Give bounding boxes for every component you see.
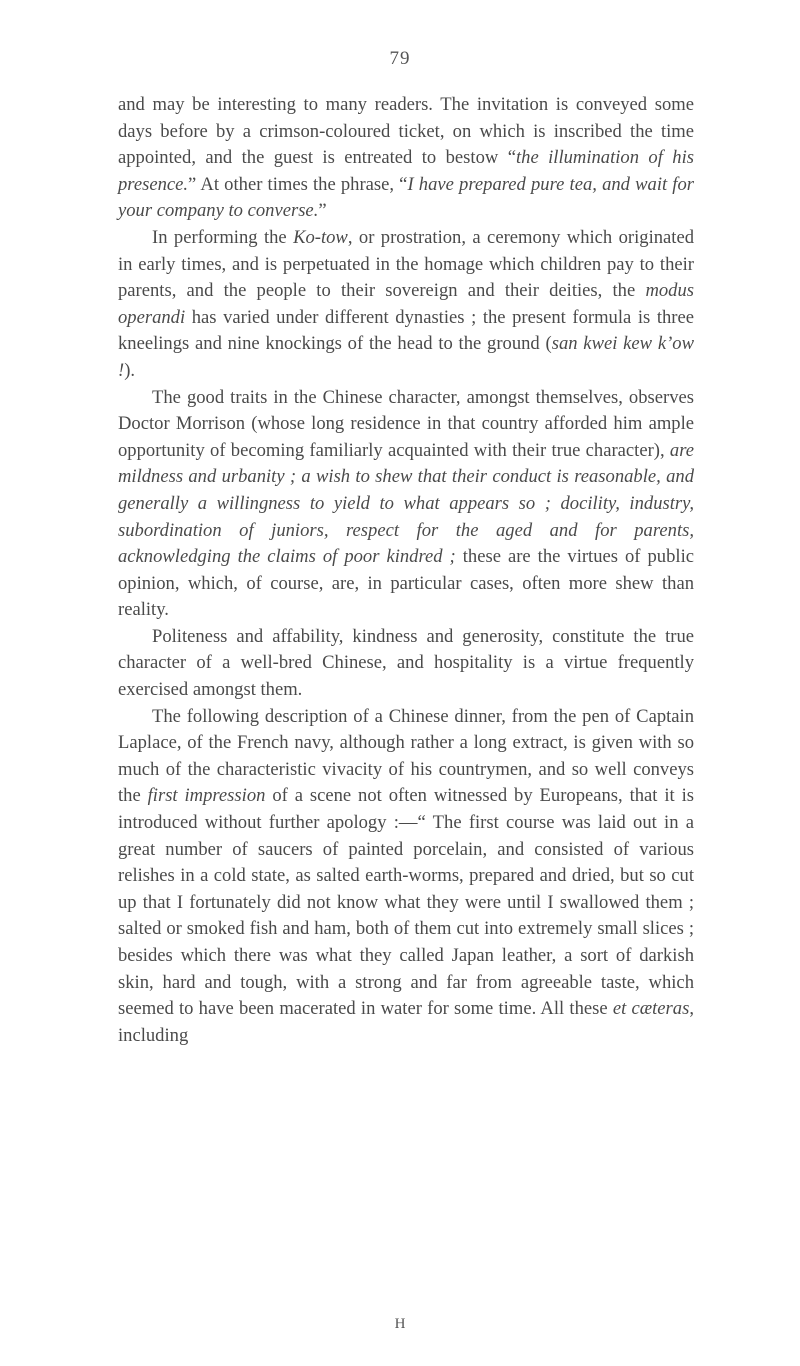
italic-run: the illumination of his presence. — [118, 147, 694, 195]
italic-run: I have prepared pure tea, and wait for your company to converse. — [118, 173, 695, 222]
text-run: , or prostration, a ceremony which originated in early times, and is perpetuated in the homage which children pay to their parents, and the people to their sovereign and their deities, the — [118, 226, 694, 302]
paragraph-1 — [118, 92, 694, 225]
italic-run: Ko-tow — [293, 226, 348, 248]
italic-run: san kwei kew k’ow ! — [118, 333, 694, 381]
text-run: ” At other times the phrase, “ — [188, 173, 408, 195]
text-run: ” — [318, 200, 327, 222]
paragraph-3 — [118, 385, 694, 624]
text-run: , including — [118, 998, 694, 1046]
italic-run: modus operandi — [118, 280, 694, 328]
italic-run: first impression — [147, 785, 266, 807]
body-text — [118, 92, 694, 1049]
text-run: In performing the — [152, 226, 294, 248]
signature-mark: H — [394, 1316, 406, 1332]
paragraph-2 — [118, 225, 694, 385]
paragraph-5 — [118, 704, 694, 1050]
text-run: ). — [124, 359, 136, 381]
text-run: of a scene not often witnessed by Europeans, that it is introduced without further apology :—“ The first course was laid out in a great number of saucers of painted porcelain, and consisted of various relishes in a cold state, as salted earth-worms, prepared and dried, but so cut up that I fortunately did not know what they were until I swallowed them ; salted or smoked fish and ham, both of them cut into extremely small slices ; besides which there was what they called Japan leather, a sort of darkish skin, hard and tough, with a strong and far from agreeable taste, which seemed to have been macerated in water for some time. All these — [118, 785, 694, 1020]
italic-run: et cæteras — [612, 998, 690, 1020]
text-run: Politeness and affability, kindness and generosity, constitute the true character of a well-bred Chinese, and hospitality is a virtue frequently exercised amongst them. — [118, 625, 694, 701]
paragraph-4 — [118, 624, 694, 704]
text-run: these are the virtues of public opinion, which, of course, are, in particular cases, often more shew than reality. — [118, 546, 694, 621]
page-number: 79 — [389, 48, 411, 69]
italic-run: are mildness and urbanity ; a wish to shew that their conduct is reasonable, and generally a willingness to yield to what appears so ; docility, industry, subordination of juniors, respect for the aged and for parents, acknowledging the claims of poor kindred ; — [118, 439, 694, 568]
text-run: The good traits in the Chinese character, amongst themselves, observes Doctor Morrison (whose long residence in that country afforded him ample opportunity of becoming familiarly acquainted with their true character), — [118, 386, 694, 461]
text-run: has varied under different dynasties ; the present formula is three kneelings and nine knockings of the head to the ground ( — [118, 306, 694, 355]
text-run: and may be interesting to many readers. The invitation is conveyed some days before by a crimson-coloured ticket, on which is inscribed the time appointed, and the guest is entreated to bestow “ — [118, 94, 694, 169]
text-run: The following description of a Chinese dinner, from the pen of Captain Laplace, of the French navy, although rather a long extract, is given with so much of the characteristic vivacity of his countrymen, and so well conveys the — [118, 705, 694, 807]
